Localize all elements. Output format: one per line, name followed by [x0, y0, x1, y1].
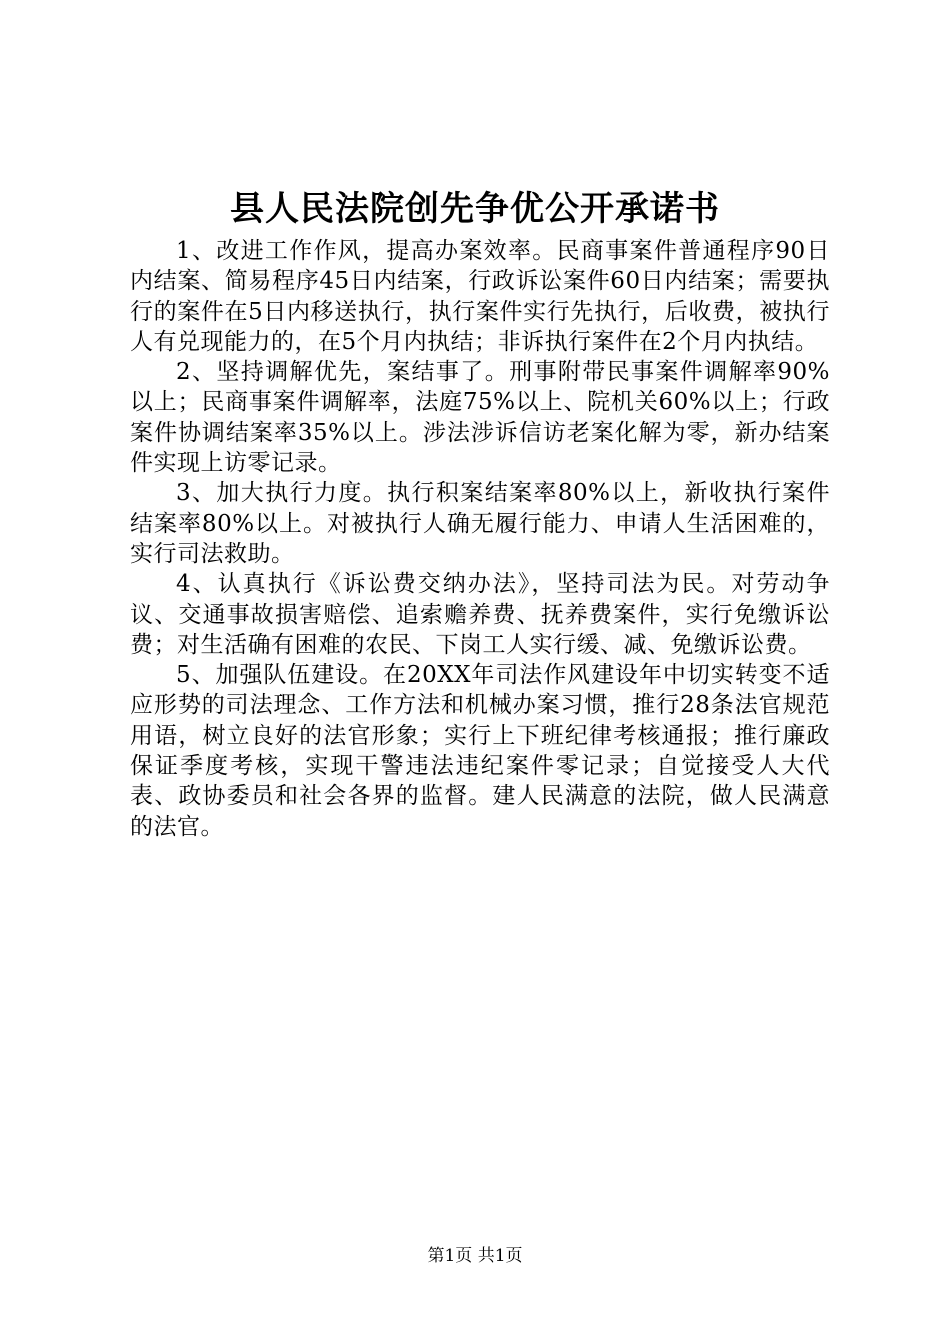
- paragraph-4: 4、认真执行《诉讼费交纳办法》，坚持司法为民。对劳动争议、交通事故损害赔偿、追索赡养费、抚养费案件，实行免缴诉讼费；对生活确有困难的农民、下岗工人实行缓、减、免缴诉讼费。: [130, 571, 830, 658]
- paragraph-5: 5、加强队伍建设。在20XX年司法作风建设年中切实转变不适应形势的司法理念、工作方法和机械办案习惯，推行28条法官规范用语，树立良好的法官形象；实行上下班纪律考核通报；推行廉政保证季度考核，实现干警违法违纪案件零记录；自觉接受人大代表、政协委员和社会各界的监督。建人民满意的法院，做人民满意的法官。: [130, 662, 830, 840]
- page-footer: 第1页 共1页: [427, 1246, 523, 1266]
- document-body: [130, 236, 830, 842]
- paragraph-3: 3、加大执行力度。执行积案结案率80%以上，新收执行案件结案率80%以上。对被执行人确无履行能力、申请人生活困难的，实行司法救助。: [130, 480, 830, 567]
- document-title: 县人民法院创先争优公开承诺书: [230, 189, 720, 229]
- paragraph-1: 1、改进工作作风，提高办案效率。民商事案件普通程序90日内结案、简易程序45日内结案，行政诉讼案件60日内结案；需要执行的案件在5日内移送执行，执行案件实行先执行，后收费，被执行人有兑现能力的，在5个月内执结；非诉执行案件在2个月内执结。: [130, 238, 830, 355]
- paragraph-2: 2、坚持调解优先，案结事了。刑事附带民事案件调解率90%以上；民商事案件调解率，法庭75%以上、院机关60%以上；行政案件协调结案率35%以上。涉法涉诉信访老案化解为零，新办结案件实现上访零记录。: [130, 359, 830, 477]
